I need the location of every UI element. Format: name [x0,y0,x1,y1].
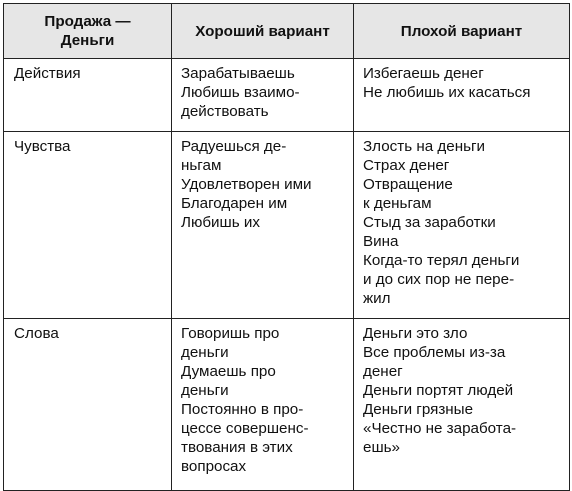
header-row [4,4,570,59]
header-cell-good-option [172,4,354,59]
cell-line: Злость на деньги [363,138,486,155]
row-label-cell [4,59,172,132]
cell-line: к деньгам [363,195,432,212]
table-row [4,319,570,491]
header-cell-sale-money [4,4,172,59]
cell-line: Говоришь про [181,325,280,342]
bad-option-cell [354,59,570,132]
row-label-cell [4,132,172,319]
header-line: Продажа — [44,13,131,30]
cell-line: жил [363,290,391,307]
cell-line: Радуешься де- [181,138,287,155]
cell-line: Деньги грязные [363,401,474,418]
cell-line: цессе совершенс- [181,420,309,437]
table-row [4,132,570,319]
cell-line: денег [363,363,403,380]
cell-line: вопросах [181,458,247,475]
cell-line: Постоянно в про- [181,401,304,418]
cell-line: Избегаешь денег [363,65,484,82]
row-label-cell [4,319,172,491]
good-option-cell [172,319,354,491]
cell-line: твования в этих [181,439,293,456]
cell-line: Деньги портят людей [363,382,514,399]
cell-line: ньгам [181,157,222,174]
cell-line: Думаешь про [181,363,276,380]
row-label: Чувства [14,138,71,155]
bad-option-cell [354,319,570,491]
cell-line: Страх денег [363,157,450,174]
comparison-table [3,3,570,491]
cell-line: Любишь взаимо- [181,84,300,101]
cell-line: действовать [181,103,269,120]
header-cell-bad-option [354,4,570,59]
cell-line: Любишь их [181,214,260,231]
cell-line: Вина [363,233,399,250]
header-line: Хороший вариант [195,22,330,40]
good-option-cell [172,59,354,132]
cell-line: Не любишь их касаться [363,84,531,101]
cell-line: Зарабатываешь [181,65,295,82]
row-label: Слова [14,325,59,342]
cell-line: Удовлетворен ими [181,176,312,193]
header-line: Плохой вариант [400,22,523,40]
cell-line: «Честно не заработа- [363,420,517,437]
row-label: Действия [14,65,81,82]
cell-line: и до сих пор не пере- [363,271,515,288]
cell-line: Отвращение [363,176,453,193]
cell-line: Благодарен им [181,195,288,212]
header-line: Деньги [60,32,115,49]
cell-line: Деньги это зло [363,325,468,342]
cell-line: Когда-то терял деньги [363,252,520,269]
cell-line: Все проблемы из-за [363,344,506,361]
good-option-cell [172,132,354,319]
table-row [4,59,570,132]
cell-line: деньги [181,344,229,361]
cell-line: деньги [181,382,229,399]
cell-line: ешь» [363,439,400,456]
cell-line: Стыд за заработки [363,214,496,231]
bad-option-cell [354,132,570,319]
